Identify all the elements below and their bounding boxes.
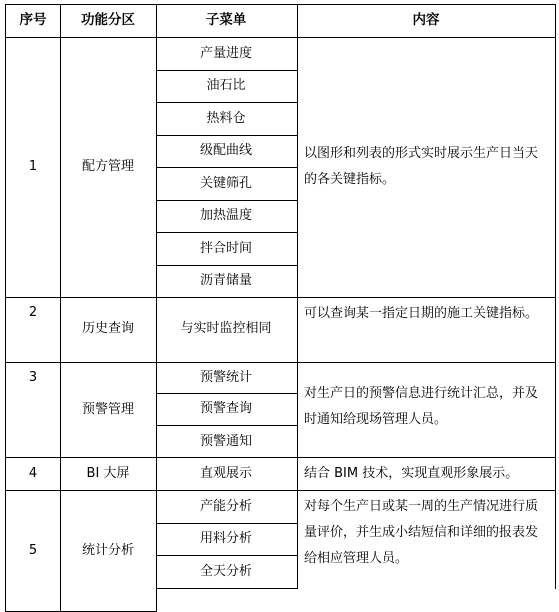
submenu-divider	[156, 167, 297, 168]
submenu-item: 预警查询	[199, 401, 253, 416]
submenu-divider	[156, 232, 297, 233]
content-text: 可以查询某一指定日期的施工关键指标。	[304, 306, 539, 321]
submenu-divider	[156, 555, 297, 556]
row-number: 4	[28, 466, 38, 481]
row-divider	[5, 457, 556, 458]
submenu-divider	[156, 523, 297, 524]
submenu-item: 关键筛孔	[199, 176, 253, 191]
header-submenu: 子菜单	[205, 12, 247, 28]
content-text: 对生产日的预警信息进行统计汇总，并及时通知给现场管理人员。	[304, 386, 539, 427]
row-number: 1	[28, 159, 38, 174]
submenu-item: 直观展示	[199, 466, 253, 481]
function-area: 配方管理	[81, 159, 135, 174]
submenu-item: 与实时监控相同	[180, 321, 272, 336]
row-number: 2	[28, 305, 38, 320]
submenu-divider	[156, 588, 297, 589]
function-area: 预警管理	[81, 402, 135, 417]
submenu-item: 级配曲线	[199, 143, 253, 158]
table-border-right	[555, 4, 556, 589]
row-divider	[5, 297, 556, 298]
content-text: 对每个生产日或某一周的生产情况进行质量评价，并生成小结短信和详细的报表发给相应管理人员。	[304, 499, 539, 566]
column-divider	[156, 4, 157, 612]
submenu-item: 预警通知	[199, 434, 253, 449]
content-text: 结合 BIM 技术，实现直观形象展示。	[304, 466, 519, 481]
row-divider	[5, 490, 556, 491]
submenu-item: 全天分析	[199, 564, 253, 579]
submenu-divider	[156, 265, 297, 266]
submenu-item: 热料仓	[206, 111, 246, 126]
function-area: 历史查询	[81, 321, 135, 336]
row-number: 3	[28, 370, 38, 385]
submenu-item: 沥青储量	[199, 273, 253, 288]
submenu-divider	[156, 102, 297, 103]
submenu-item: 用料分析	[199, 531, 253, 546]
submenu-divider	[156, 70, 297, 71]
submenu-item: 产量进度	[199, 46, 253, 61]
submenu-divider	[156, 425, 297, 426]
row-number: 5	[28, 543, 38, 558]
submenu-item: 拌合时间	[199, 241, 253, 256]
function-area: BI 大屏	[86, 466, 130, 481]
header-area: 功能分区	[81, 12, 135, 28]
header-content: 内容	[412, 12, 440, 28]
submenu-divider	[156, 393, 297, 394]
column-divider	[60, 4, 61, 612]
submenu-divider	[156, 200, 297, 201]
row-divider	[5, 362, 556, 363]
function-area: 统计分析	[81, 543, 135, 558]
submenu-divider	[156, 135, 297, 136]
header-no: 序号	[19, 12, 47, 28]
content-text: 以图形和列表的形式实时展示生产日当天的各关键指标。	[304, 146, 539, 187]
submenu-item: 油石比	[206, 78, 246, 93]
table-border-top	[5, 4, 556, 5]
table-border-left	[5, 4, 6, 612]
submenu-item: 产能分析	[199, 499, 253, 514]
column-divider	[297, 4, 298, 589]
submenu-item: 预警统计	[199, 370, 253, 385]
header-divider	[5, 37, 556, 38]
submenu-item: 加热温度	[199, 208, 253, 223]
